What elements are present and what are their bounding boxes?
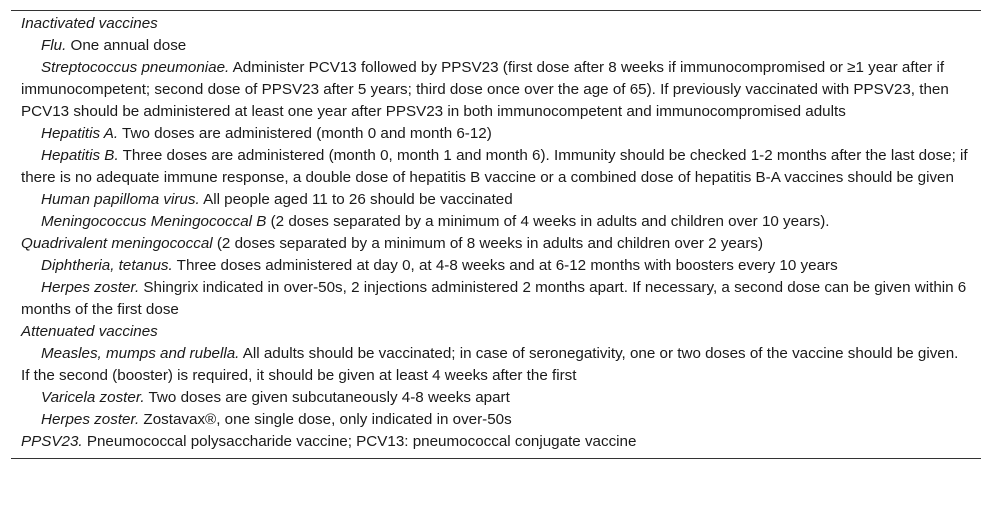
row-text: (2 doses separated by a minimum of 8 weeks in adults and children over 2 years) — [212, 235, 764, 252]
vaccine-table-body — [11, 11, 969, 458]
row-hepatitis-a — [21, 123, 969, 145]
section-header-inactivated — [21, 13, 969, 35]
row-italic: Inactivated vaccines — [21, 15, 158, 32]
row-text: Zostavax®, one single dose, only indicated in over-50s — [139, 411, 512, 428]
row-text: Two doses are administered (month 0 and month 6-12) — [118, 125, 492, 142]
row-italic: Meningococcus Meningococcal B — [41, 213, 267, 230]
row-quadrivalent-meningococcal — [21, 233, 969, 255]
table-footnote — [21, 431, 969, 453]
row-herpes-zoster-zostavax — [21, 409, 969, 431]
row-streptococcus — [21, 57, 969, 123]
row-herpes-zoster-shingrix — [21, 277, 969, 321]
row-diphtheria-tetanus — [21, 255, 969, 277]
row-italic: Hepatitis A. — [41, 125, 119, 142]
section-header-attenuated — [21, 321, 969, 343]
row-italic: Attenuated vaccines — [21, 323, 158, 340]
row-text: Pneumococcal polysaccharide vaccine; PCV13: pneumococcal conjugate vaccine — [82, 433, 637, 450]
row-italic: Human papilloma virus. — [41, 191, 200, 208]
row-text: Three doses administered at day 0, at 4-8 weeks and at 6-12 months with boosters every 10 years — [172, 257, 838, 274]
row-italic: Varicela zoster. — [41, 389, 145, 406]
row-italic: Herpes zoster. — [41, 279, 140, 296]
row-italic: Quadrivalent meningococcal — [21, 235, 213, 252]
row-text: All people aged 11 to 26 should be vaccinated — [199, 191, 513, 208]
row-text: Two doses are given subcutaneously 4-8 weeks apart — [144, 389, 510, 406]
row-text: Shingrix indicated in over-50s, 2 injections administered 2 months apart. If necessary, a second dose can be given within 6 months of the first dose — [21, 279, 967, 318]
row-italic: Measles, mumps and rubella. — [41, 345, 240, 362]
row-text: (2 doses separated by a minimum of 4 weeks in adults and children over 10 years). — [266, 213, 830, 230]
row-italic: Diphtheria, tetanus. — [41, 257, 173, 274]
vaccine-table — [11, 10, 981, 459]
row-italic: Flu. — [41, 37, 67, 54]
row-italic: Streptococcus pneumoniae. — [41, 59, 230, 76]
row-text: Administer PCV13 followed by PPSV23 (first dose after 8 weeks if immunocompromised or ≥1 year after if immunocompetent; second dose of PPSV23 after 5 years; third dose once over the age of 65). If previously vaccinated with PPSV23, then PCV13 should be administered at least one year after PPSV23 in both immunocompetent and immunocompromised adults — [21, 59, 949, 120]
row-hpv — [21, 189, 969, 211]
row-italic: Hepatitis B. — [41, 147, 119, 164]
row-varicela-zoster — [21, 387, 969, 409]
row-italic: Herpes zoster. — [41, 411, 140, 428]
row-text: All adults should be vaccinated; in case of seronegativity, one or two doses of the vaccine should be given. If the second (booster) is required, it should be given at least 4 weeks after the first — [21, 345, 959, 384]
row-text: One annual dose — [66, 37, 187, 54]
row-text: Three doses are administered (month 0, month 1 and month 6). Immunity should be checked 1-2 months after the last dose; if there is no adequate immune response, a double dose of hepatitis B vaccine or a combined dose of hepatitis B-A vaccines should be given — [21, 147, 968, 186]
row-italic: PPSV23. — [21, 433, 83, 450]
row-mmr — [21, 343, 969, 387]
row-flu — [21, 35, 969, 57]
row-hepatitis-b — [21, 145, 969, 189]
row-meningococcus-b — [21, 211, 969, 233]
